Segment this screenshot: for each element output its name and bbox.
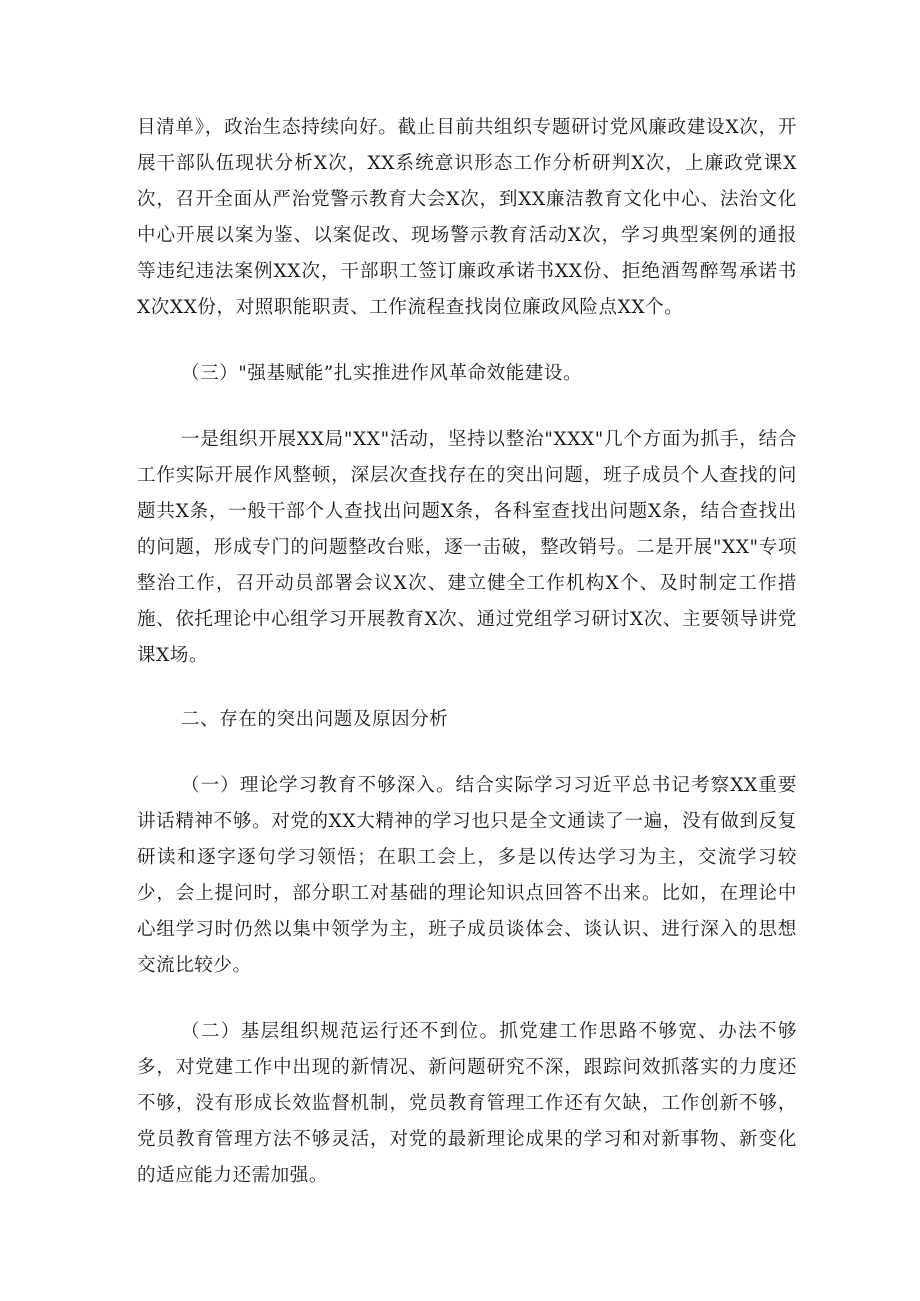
paragraph-theory-study-insufficient: （一）理论学习教育不够深入。结合实际学习习近平总书记考察XX重要讲话精神不够。对党的XX大精神的学习也只是全文通读了一遍，没有做到反复研读和逐字逐句学习领悟；在职工会上，多是以传达学习为主，交流学习较少，会上提问时，部分职工对基础的理论知识点回答不出来。比如，在理论中心组学习时仍然以集中领学为主，班子成员谈体会、谈认识、进行深入的思想交流比较少。 <box>137 775 797 976</box>
section-heading-work-style-efficiency: （三）"强基赋能”扎实推进作风革命效能建设。 <box>181 363 583 384</box>
paragraph-political-ecology-summary: 目清单》，政治生态持续向好。截止目前共组织专题研讨党风廉政建设X次，开展干部队伍现状分析X次，XX系统意识形态工作分析研判X次，上廉政党课X次，召开全面从严治党警示教育大会X次，到XX廉洁教育文化中心、法治文化中心开展以案为鉴、以案促改、现场警示教育活动X次，学习典型案例的通报等违纪违法案例XX次，干部职工签订廉政承诺书XX份、拒绝酒驾醉驾承诺书X次XX份，对照职能职责、工作流程查找岗位廉政风险点XX个。 <box>137 117 797 318</box>
section-heading-problems-analysis: 二、存在的突出问题及原因分析 <box>181 709 449 730</box>
paragraph-rectification-activities: 一是组织开展XX局"XX"活动，坚持以整治"XXX"几个方面为抓手，结合工作实际开展作风整顿，深层次查找存在的突出问题，班子成员个人查找的问题共X条，一般干部个人查找出问题X条，各科室查找出问题X条，结合查找出的问题，形成专门的问题整改台账，逐一击破，整改销号。二是开展"XX"专项整治工作，召开动员部署会议X次、建立健全工作机构X个、及时制定工作措施、依托理论中心组学习开展教育X次、通过党组学习研讨X次、主要领导讲党课X场。 <box>137 429 797 666</box>
paragraph-grassroots-organization: （二）基层组织规范运行还不到位。抓党建工作思路不够宽、办法不够多，对党建工作中出现的新情况、新问题研究不深，跟踪问效抓落实的力度还不够，没有形成长效监督机制，党员教育管理工作还有欠缺，工作创新不够，党员教育管理方法不够灵活，对党的最新理论成果的学习和对新事物、新变化的适应能力还需加强。 <box>137 1021 797 1186</box>
document-page <box>137 110 797 1224</box>
